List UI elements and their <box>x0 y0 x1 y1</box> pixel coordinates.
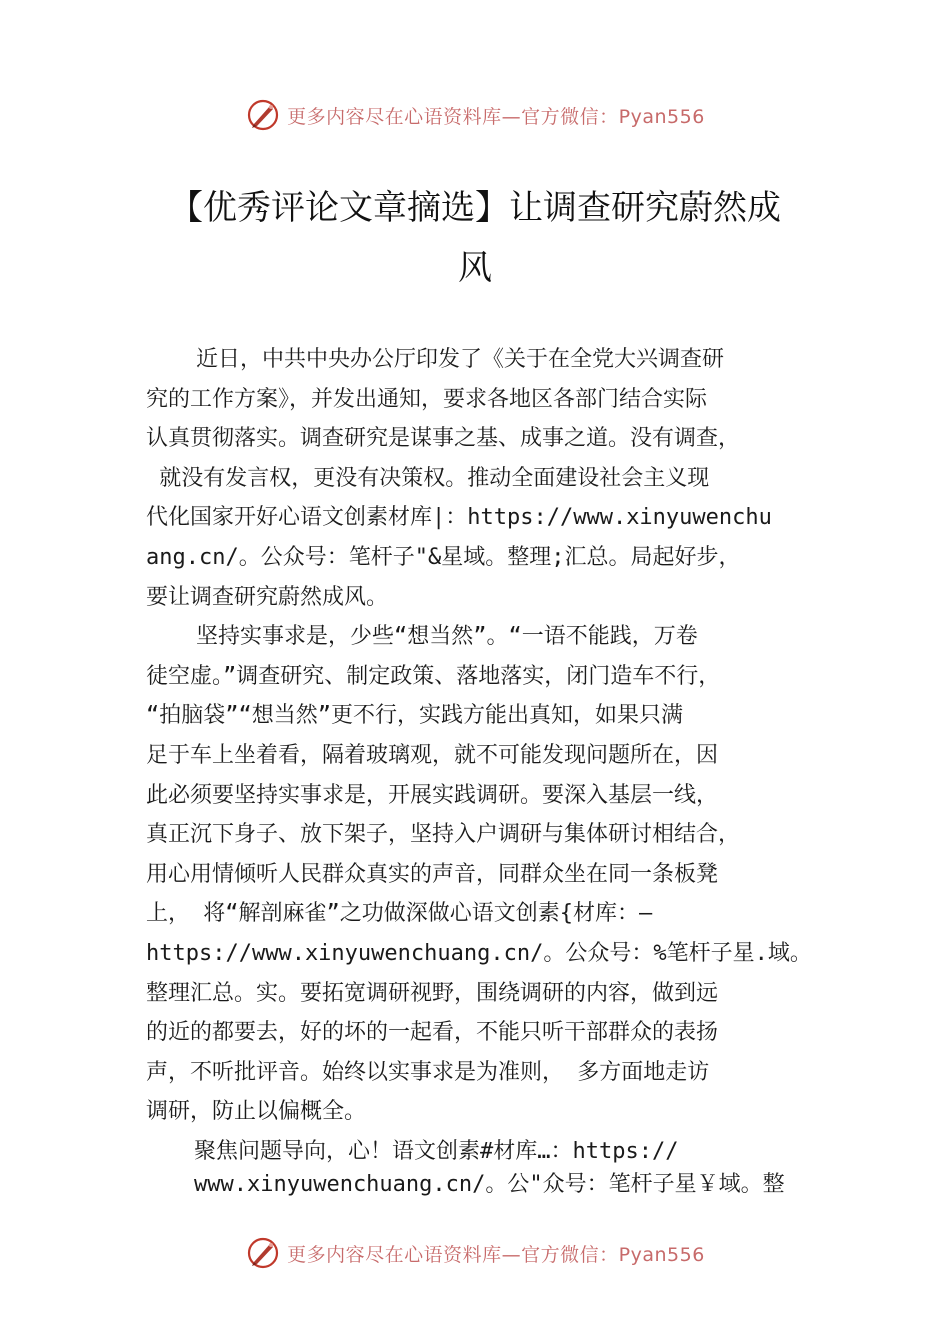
body-line: 究的工作方案》，并发出通知，要求各地区各部门结合实际 <box>146 386 708 412</box>
body-line: 认真贯彻落实。调查研究是谋事之基、成事之道。没有调查， <box>146 426 741 452</box>
body-line: 用心用情倾听人民群众真实的声音，同群众坐在同一条板凳 <box>146 861 719 887</box>
body-line: 足于车上坐着看，隔着玻璃观，就不可能发现问题所在，因 <box>146 742 719 768</box>
body-line: 真正沉下身子、放下架子，坚持入户调研与集体研讨相结合， <box>146 822 741 848</box>
body-line: 坚持实事求是，少些“想当然”。“一语不能践，万卷 <box>196 624 698 650</box>
body-line: 代化国家开好心语文创素材库|：https://www.xinyuwenchu <box>146 505 772 531</box>
body-line: 就没有发言权，更没有决策权。推动全面建设社会主义现 <box>146 465 710 491</box>
title-line-2: 风 <box>458 248 492 288</box>
body-line: 整理汇总。实。要拓宽调研视野，围绕调研的内容，做到远 <box>146 980 719 1006</box>
body-line: 近日，中共中央办公厅印发了《关于在全党大兴调查研 <box>196 347 725 372</box>
watermark-text: 更多内容尽在心语资料库—官方微信：Pyan556 <box>287 1243 705 1266</box>
title-line-1: 【优秀评论文章摘选】让调查研究蔚然成 <box>169 188 781 228</box>
body-line: 此必须要坚持实事求是，开展实践调研。要深入基层一线， <box>146 782 719 808</box>
article-title <box>130 178 820 298</box>
watermark-text: 更多内容尽在心语资料库—官方微信：Pyan556 <box>287 105 705 128</box>
quill-pen-logo-icon <box>245 1235 281 1271</box>
body-line: 的近的都要去，好的坏的一起看，不能只听干部群众的表扬 <box>146 1020 719 1046</box>
body-line: 徒空虚。”调查研究、制定政策、落地落实，闭门造车不行， <box>146 663 721 689</box>
quill-pen-logo-icon <box>245 97 281 133</box>
body-line: 声，不听批评音。始终以实事求是为准则， 多方面地走访 <box>146 1059 710 1085</box>
body-line: “拍脑袋”“想当然”更不行，实践方能出真知，如果只满 <box>146 703 683 729</box>
body-line: 聚焦问题导向，心！语文创素#材库…：https:// <box>194 1138 679 1164</box>
article-body <box>146 340 826 1204</box>
footer-watermark-banner <box>0 1231 950 1275</box>
body-line: ang.cn/。公众号：笔杆子"&星域。整理;汇总。局起好步， <box>146 544 741 570</box>
body-line: www.xinyuwenchuang.cn/。公"众号：笔杆子星￥域。整 <box>194 1171 785 1197</box>
body-line: 上， 将“解剖麻雀”之功做深做心语文创素{材库：— <box>146 901 653 927</box>
body-line: 调研，防止以偏概全。 <box>146 1099 367 1125</box>
body-line: https://www.xinyuwenchuang.cn/。公众号：%笔杆子星.域。 <box>146 940 812 966</box>
body-line: 要让调查研究蔚然成风。 <box>146 584 389 610</box>
header-watermark-banner <box>0 93 950 137</box>
